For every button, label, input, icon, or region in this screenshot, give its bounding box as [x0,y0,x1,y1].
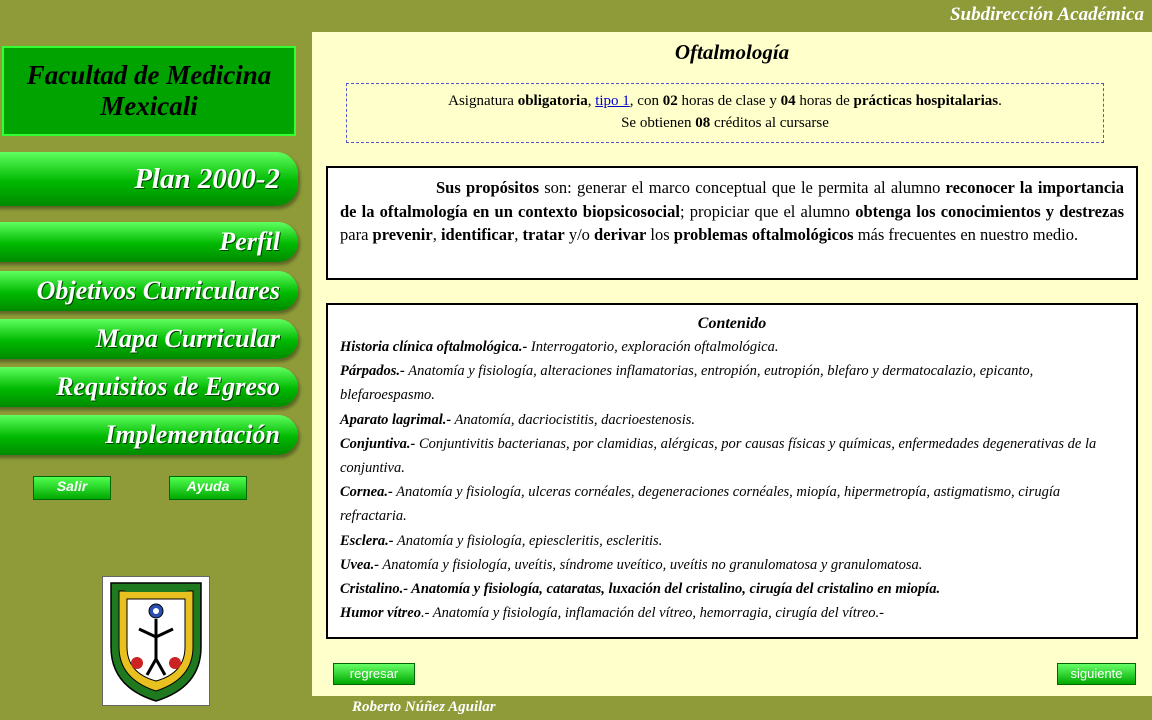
content-box [326,303,1138,639]
content-item [340,432,1124,480]
content-item [340,553,1124,577]
content-item-text: Anatomía y fisiología, cataratas, luxación del cristalino, cirugía del cristalino en miopía. [408,581,941,598]
info-text: , con [629,93,663,109]
purpose-text: reconocer la importancia de la oftalmología en un contexto biopsicosocial [340,178,1124,221]
purpose-text: son: generar el marco conceptual que le permita al alumno [539,178,946,197]
info-text: Se obtienen [621,115,696,131]
top-left-bar [0,0,312,32]
purpose-text: los [646,225,674,244]
info-class-hours: 02 [662,93,678,109]
purpose-text: , [432,225,441,244]
content-item-text: Conjuntivitis bacterianas, por clamidias, alérgicas, por causas físicas y químicas, enfermedades degenerativas de la conjuntiva. [340,435,1097,477]
tipo-link[interactable]: tipo 1 [595,93,630,109]
purpose-text: Sus propósitos [436,178,540,197]
nav-implementacion-button[interactable]: Implementación [0,415,298,455]
content-item [340,359,1124,407]
subdireccion-title: Subdirección Académica [949,4,1144,25]
university-crest-logo [102,576,210,706]
purpose-text: prevenir [372,225,433,244]
content-item-title: Párpados.- [340,363,405,380]
faculty-name: Facultad de Medicina [26,60,272,90]
crest-shield-icon [103,577,209,705]
nav-requisitos-button[interactable]: Requisitos de Egreso [0,367,298,407]
author-name: Roberto Núñez Aguilar [352,699,496,715]
purpose-text: problemas oftalmológicos [673,225,854,244]
purpose-text: derivar [594,225,647,244]
course-info-box [346,83,1104,143]
info-text: horas de [795,93,854,109]
content-item-text: Anatomía y fisiología, uveítis, síndrome uveítico, uveítis no granulomatosa y granulomatosa. [379,556,923,573]
content-item-title: Uvea.- [340,556,380,573]
content-item [340,601,1124,625]
page-title: Oftalmología [674,40,790,64]
faculty-banner [2,46,296,136]
info-text: , [587,93,596,109]
purpose-box [326,166,1138,280]
purpose-text: ; propiciar que el alumno [679,201,856,221]
info-text: horas de clase y [677,93,781,109]
content-item-title: Aparato lagrimal.- [340,411,452,428]
info-practicas: prácticas hospitalarias [853,93,999,109]
content-item-title: Esclera.- [340,532,394,549]
content-item-title: Cristalino.- [340,581,409,598]
nav-perfil-button[interactable]: Perfil [0,222,298,262]
nav-objetivos-button[interactable]: Objetivos Curriculares [0,271,298,311]
purpose-text: obtenga los conocimientos y destrezas [855,201,1124,221]
info-text: créditos al cursarse [710,115,829,131]
next-button[interactable]: siguiente [1057,663,1136,685]
content-item-text: .- Anatomía y fisiología, inflamación del vítreo, hemorragia, cirugía del vítreo.- [420,605,884,622]
content-heading: Contenido [697,315,767,332]
purpose-text: tratar [522,225,565,244]
content-item-text: Anatomía y fisiología, alteraciones inflamatorias, entropión, eutropión, blefaro y dermatocalazio, epicanto, blefaroespasmo. [340,363,1034,404]
info-obligatoria: obligatoria [517,93,588,109]
purpose-text: identificar [440,225,515,244]
purpose-text: , [514,225,523,244]
info-credits: 08 [695,115,711,131]
nav-plan-button[interactable]: Plan 2000-2 [0,152,298,206]
info-text: Asignatura [448,93,518,109]
purpose-text: más frecuentes en nuestro medio. [853,225,1079,244]
content-item [340,408,1124,432]
content-item-title: Historia clínica oftalmológica.- [340,339,528,355]
purpose-text: para [340,225,373,244]
content-item-text: Anatomía, dacriocistitis, dacrioestenosis. [451,411,695,428]
top-bar [312,0,1152,32]
faculty-campus: Mexicali [100,91,198,121]
content-item-title: Conjuntiva.- [340,435,416,452]
purpose-text: y/o [564,225,595,244]
content-item-text: Interrogatorio, exploración oftalmológica. [527,339,779,355]
nav-mapa-button[interactable]: Mapa Curricular [0,319,298,359]
content-item-text: Anatomía y fisiología, epiescleritis, escleritis. [393,532,663,549]
exit-button[interactable]: Salir [33,476,111,500]
content-item [340,480,1124,528]
info-text: . [998,93,1002,109]
content-item [340,335,1124,359]
content-item-text: Anatomía y fisiología, ulceras cornéales, degeneraciones cornéales, miopía, hipermetropía, astigmatismo, cirugía refractaria. [340,484,1061,525]
content-item-title: Humor vítreo [340,605,421,622]
content-item [340,529,1124,553]
content-item-title: Cornea.- [340,484,393,501]
back-button[interactable]: regresar [333,663,415,685]
info-practice-hours: 04 [780,93,796,109]
help-button[interactable]: Ayuda [169,476,247,500]
content-item [340,577,1124,601]
